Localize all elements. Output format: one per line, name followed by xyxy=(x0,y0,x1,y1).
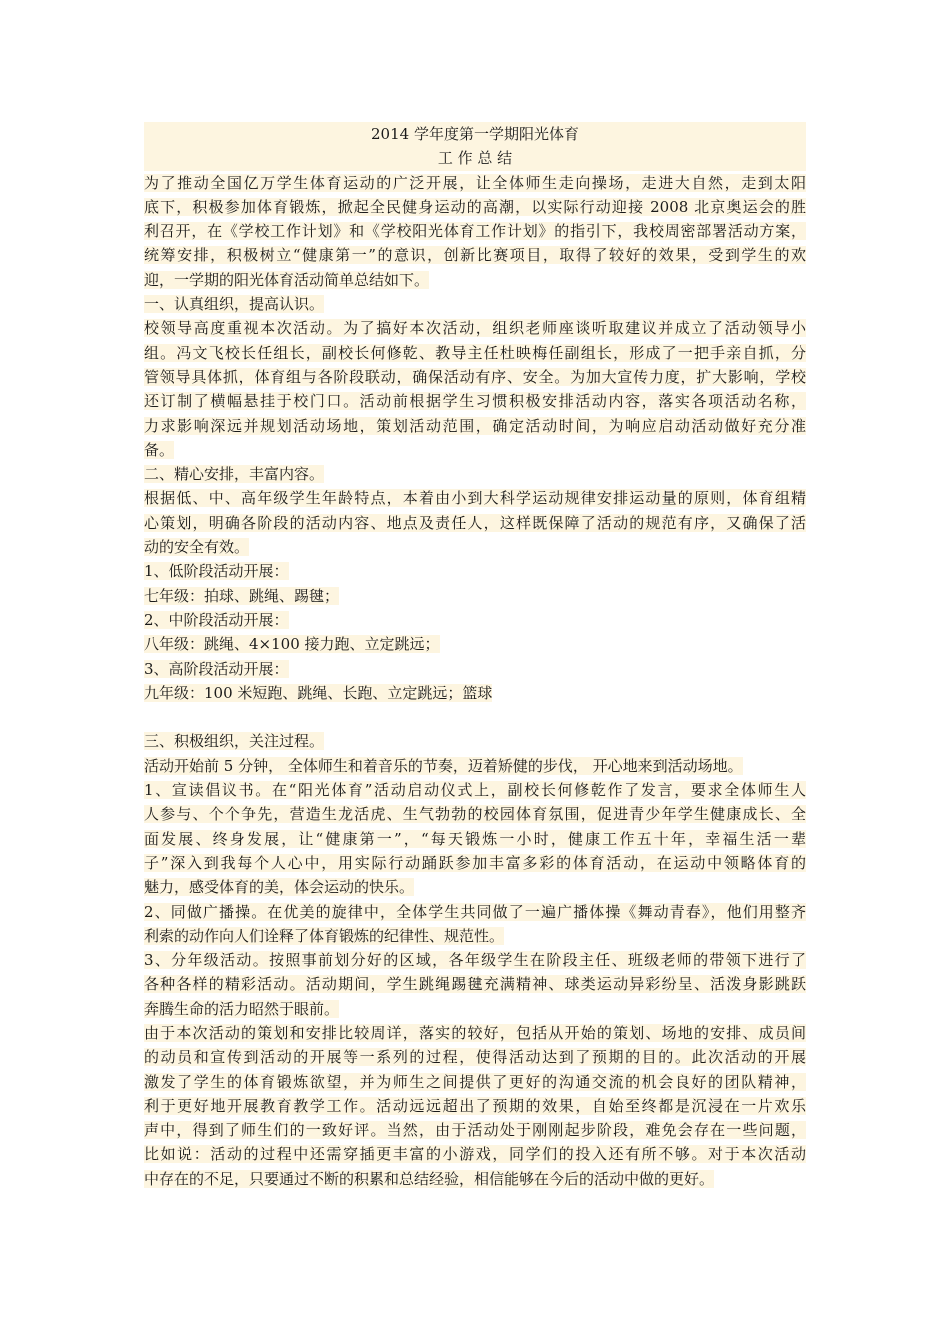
paragraph-line: 统筹安排，积极树立“健康第一”的意识，创新比赛项目，取得了较好的效果，受到学生的欢 xyxy=(144,246,806,265)
paragraph-line: 还订制了横幅悬挂于校门口。活动前根据学生习惯积极安排活动内容，落实各项活动名称， xyxy=(144,392,806,411)
paragraph-line: 3、分年级活动。按照事前划分好的区域，各年级学生在阶段主任、班级老师的带领下进行了 xyxy=(144,951,806,970)
stage-label-high: 3、高阶段活动开展： xyxy=(144,659,289,678)
paragraph-line: 声中，得到了师生们的一致好评。当然，由于活动处于刚刚起步阶段，难免会存在一些问题， xyxy=(144,1121,806,1140)
stage-label-mid: 2、中阶段活动开展： xyxy=(144,610,289,629)
paragraph-line: 为了推动全国亿万学生体育运动的广泛开展，让全体师生走向操场，走进大自然，走到太阳 xyxy=(144,173,806,192)
paragraph-line: 迎，一学期的阳光体育活动简单总结如下。 xyxy=(144,270,430,289)
blank-line xyxy=(144,705,806,729)
document-subtitle: 工 作 总 结 xyxy=(144,146,806,170)
paragraph-line: 备。 xyxy=(144,440,175,459)
paragraph-line: 心策划，明确各阶段的活动内容、地点及责任人，这样既保障了活动的规范有序，又确保了活 xyxy=(144,513,806,532)
intro-paragraph xyxy=(144,171,806,292)
section-2-paragraph xyxy=(144,486,806,559)
paragraph-line: 激发了学生的体育锻炼欲望，并为师生之间提供了更好的沟通交流的机会良好的团队精神， xyxy=(144,1072,806,1091)
stage-detail-grade8: 八年级：跳绳、4×100 接力跑、立定跳远； xyxy=(144,635,440,654)
paragraph-line: 奔腾生命的活力昭然于眼前。 xyxy=(144,999,340,1018)
paragraph-line: 面发展、终身发展，让“健康第一”，“每天锻炼一小时，健康工作五十年，幸福生活一辈 xyxy=(144,829,806,848)
paragraph-line: 组。冯文飞校长任组长，副校长何修乾、教导主任杜映梅任副组长，形成了一把手亲自抓，分 xyxy=(144,343,806,362)
paragraph-line: 校领导高度重视本次活动。为了搞好本次活动，组织老师座谈听取建议并成立了活动领导小 xyxy=(144,319,806,338)
stage-label-low: 1、低阶段活动开展： xyxy=(144,562,289,581)
paragraph-line: 各种各样的精彩活动。活动期间，学生跳绳踢毽充满精神、球类运动异彩纷呈、活泼身影跳跃 xyxy=(144,975,806,994)
paragraph-line: 由于本次活动的策划和安排比较周详，落实的较好，包括从开始的策划、场地的安排、成员间 xyxy=(144,1023,806,1042)
paragraph-line: 利于更好地开展教育教学工作。活动远远超出了预期的效果，自始至终都是沉浸在一片欢乐 xyxy=(144,1096,806,1115)
section-3-opening: 活动开始前 5 分钟， 全体师生和着音乐的节奏，迈着矫健的步伐， 开心地来到活动场地。 xyxy=(144,756,743,775)
paragraph-line: 力求影响深远并规划活动场地，策划活动范围，确定活动时间，为响应启动活动做好充分准 xyxy=(144,416,806,435)
section-1-paragraph xyxy=(144,316,806,462)
paragraph-line: 比如说：活动的过程中还需穿插更丰富的小游戏，同学们的投入还有所不够。对于本次活动 xyxy=(144,1145,806,1164)
paragraph-line: 魅力，感受体育的美，体会运动的快乐。 xyxy=(144,878,415,897)
paragraph-line: 2、同做广播操。在优美的旋律中，全体学生共同做了一遍广播体操《舞动青春》，他们用整齐 xyxy=(144,902,806,921)
paragraph-line: 利召开，在《学校工作计划》和《学校阳光体育工作计划》的指引下，我校周密部署活动方案， xyxy=(144,222,806,241)
paragraph-line: 底下，积极参加体育锻炼，掀起全民健身运动的高潮，以实际行动迎接 2008 北京奥运会的胜 xyxy=(144,197,806,216)
document-title: 2014 学年度第一学期阳光体育 xyxy=(144,122,806,146)
stage-detail-grade7: 七年级：拍球、跳绳、踢毽； xyxy=(144,586,340,605)
document-page xyxy=(144,122,806,1191)
section-heading-3: 三、积极组织，关注过程。 xyxy=(144,732,325,751)
section-heading-2: 二、精心安排，丰富内容。 xyxy=(144,465,325,484)
item-3-paragraph xyxy=(144,948,806,1021)
item-1-paragraph xyxy=(144,778,806,899)
paragraph-line: 利索的动作向人们诠释了体育锻炼的纪律性、规范性。 xyxy=(144,926,505,945)
stage-list xyxy=(144,559,806,705)
conclusion-paragraph xyxy=(144,1021,806,1191)
stage-detail-grade9: 九年级：100 米短跑、跳绳、长跑、立定跳远；篮球 xyxy=(144,683,493,702)
paragraph-line: 管领导具体抓，体育组与各阶段联动，确保活动有序、安全。为加大宣传力度，扩大影响，学校 xyxy=(144,367,806,386)
paragraph-line: 的动员和宣传到活动的开展等一系列的过程，使得活动达到了预期的目的。此次活动的开展 xyxy=(144,1048,806,1067)
paragraph-line: 中存在的不足，只要通过不断的积累和总结经验，相信能够在今后的活动中做的更好。 xyxy=(144,1169,715,1188)
paragraph-line: 根据低、中、高年级学生年龄特点，本着由小到大科学运动规律安排运动量的原则，体育组精 xyxy=(144,489,806,508)
paragraph-line: 1、宣读倡议书。在“阳光体育”活动启动仪式上，副校长何修乾作了发言，要求全体师生人 xyxy=(144,781,806,800)
section-heading-1: 一、认真组织，提高认识。 xyxy=(144,295,325,314)
item-2-paragraph xyxy=(144,900,806,949)
paragraph-line: 动的安全有效。 xyxy=(144,538,250,557)
paragraph-line: 人参与、个个争先，营造生龙活虎、生气勃勃的校园体育氛围，促进青少年学生健康成长、全 xyxy=(144,805,806,824)
paragraph-line: 子”深入到我每个人心中，用实际行动踊跃参加丰富多彩的体育活动，在运动中领略体育的 xyxy=(144,853,806,872)
